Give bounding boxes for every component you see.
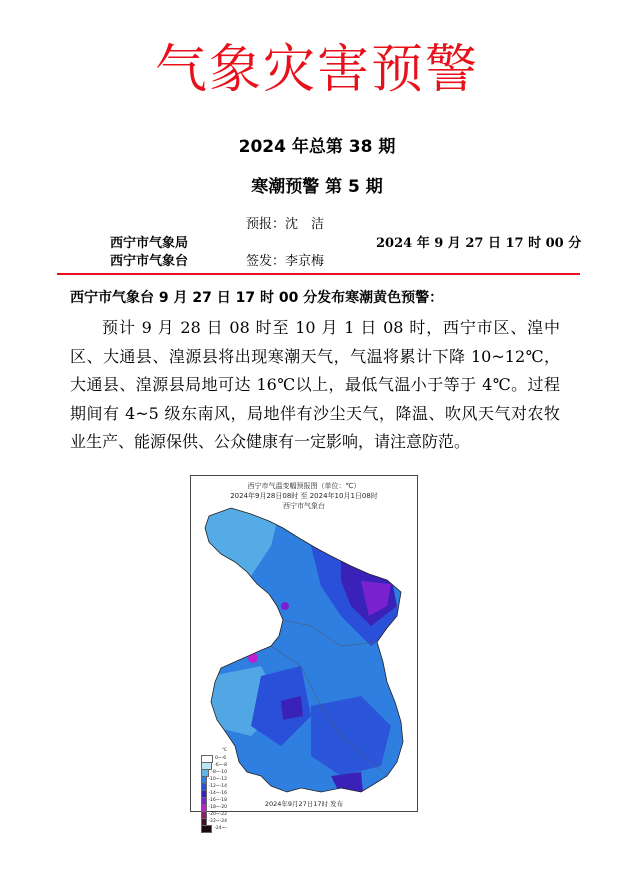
temperature-change-map xyxy=(190,475,418,831)
org-observatory: 西宁市气象台 xyxy=(110,254,189,269)
legend-label: -18~-20 xyxy=(208,805,227,810)
bulletin-body xyxy=(70,314,560,457)
forecaster: 预报：沈 洁 xyxy=(246,217,325,232)
page-title: 气象灾害预警 xyxy=(154,40,479,100)
org-bureau: 西宁市气象局 xyxy=(110,236,189,251)
legend-label: -22~-24 xyxy=(208,819,227,824)
warning-issue-number: 寒潮预警 第 5 期 xyxy=(251,177,383,197)
map-legend xyxy=(201,748,227,832)
legend-label: -16~-18 xyxy=(208,798,227,803)
legend-entry xyxy=(201,825,227,832)
legend-label: -20~-22 xyxy=(208,812,227,817)
legend-label: -12~-14 xyxy=(208,784,227,789)
bulletin-lead: 西宁市气象台 9 月 27 日 17 时 00 分发布寒潮黄色预警： xyxy=(70,290,444,306)
issued-time: 2024 年 9 月 27 日 17 时 00 分 xyxy=(376,236,582,251)
legend-label: 0~-6 xyxy=(215,756,227,761)
legend-label: -14~-16 xyxy=(208,791,227,796)
legend-unit: ℃ xyxy=(221,748,227,753)
map-agency: 西宁市气象台 xyxy=(283,502,325,510)
map-period: 2024年9月28日08时 至 2024年10月1日08时 xyxy=(230,492,378,500)
header-divider xyxy=(57,273,580,275)
signer: 签发：李京梅 xyxy=(246,254,325,269)
bulletin-text: 预计 9 月 28 日 08 时至 10 月 1 日 08 时，西宁市区、湟中区、大通县、湟源县将出现寒潮天气，气温将累计下降 10~12℃，大通县、湟源县局地可达 16℃以上，最低气温小于等于 4℃。过程期间有 4~5 级东南风，局地伴有沙尘天气，降温、吹风天气对农牧业生产、能源保供、公众健康有一定影响，请注意防范。 xyxy=(70,318,560,451)
legend-label: -10~-12 xyxy=(208,777,227,782)
issue-number: 2024 年总第 38 期 xyxy=(238,137,396,157)
legend-label: -6~-8 xyxy=(214,763,227,768)
legend-swatch xyxy=(201,825,212,833)
legend-label: -24~- xyxy=(214,826,227,831)
legend-label: -8~-10 xyxy=(211,770,227,775)
map-title: 西宁市气温变幅预报图（单位：℃） xyxy=(247,482,361,490)
map-issue-time: 2024年9月27日17时 发布 xyxy=(264,800,344,808)
